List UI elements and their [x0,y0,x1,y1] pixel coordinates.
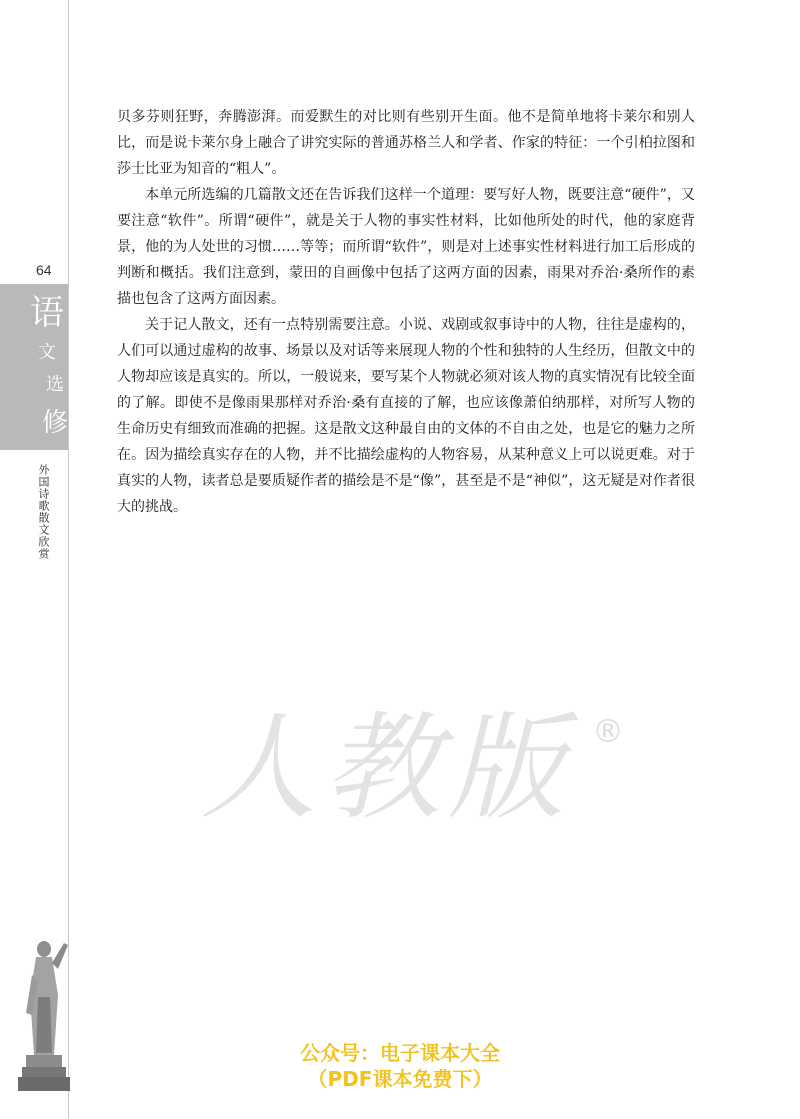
watermark-text: 人教版 [200,701,572,830]
book-series-title: 外国诗歌散文欣赏 [37,464,50,560]
paragraph: 本单元所选编的几篇散文还在告诉我们这样一个道理：要写好人物，既要注意“硬件”，又要注意“软件”。所谓“硬件”，就是关于人物的事实性材料，比如他所处的时代，他的家庭背景，他的为人处世的习惯……等等；而所谓“软件”，则是对上述事实性材料进行加工后形成的判断和概括。我们注意到，蒙田的自画像中包括了这两方面的因素，雨果对乔治·桑所作的素描也包含了这两方面因素。 [117,187,695,307]
footer-promo [250,1040,550,1092]
paragraph: 关于记人散文，还有一点特别需要注意。小说、戏剧或叙事诗中的人物，往往是虚构的，人们可以通过虚构的故事、场景以及对话等来展现人物的个性和独特的人生经历，但散文中的人物却应该是真实的。所以，一般说来，要写某个人物就必须对该人物的真实情况有比较全面的了解。即使不是像雨果那样对乔治·桑有直接的了解，也应该像萧伯纳那样，对所写人物的生命历史有细致而准确的把握。这是散文这种最自由的文体的不自由之处，也是它的魅力之所在。因为描绘真实存在的人物，并不比描绘虚构的人物容易，从某种意义上可以说更难。对于真实的人物，读者总是要质疑作者的描绘是不是“像”，甚至是不是“神似”，这无疑是对作者很大的挑战。 [117,317,695,515]
promo-line: （PDF课本免费下） [307,1067,493,1091]
promo-line: 公众号：电子课本大全 [300,1041,500,1065]
side-tab-char: 文 [38,342,56,363]
statue-icon [14,935,74,1095]
paragraph: 贝多芬则狂野，奔腾澎湃。而爱默生的对比则有些别开生面。他不是简单地将卡莱尔和别人比，而是说卡莱尔身上融合了讲究实际的普通苏格兰人和学者、作家的特征：一个引柏拉图和莎士比亚为知音的“粗人”。 [117,109,695,177]
registered-mark: ® [592,712,624,750]
page-number: 64 [36,262,52,278]
side-tab-char: 语 [30,293,64,333]
side-tab-char: 修 [42,408,69,438]
publisher-logo-icon [200,690,640,830]
side-tab-char: 选 [46,374,64,395]
body-text [117,104,695,520]
